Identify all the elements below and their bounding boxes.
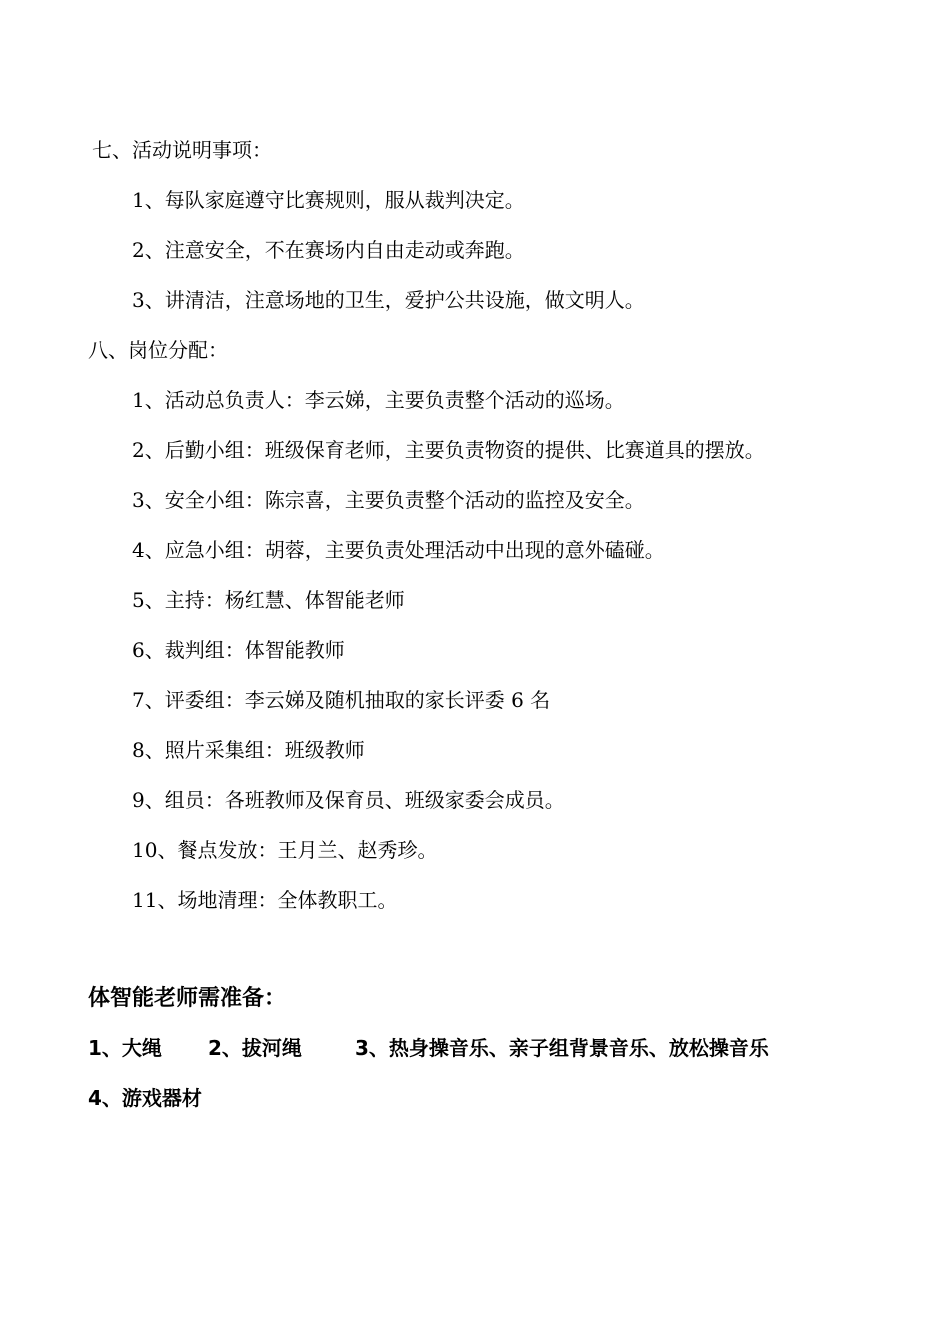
section-8-item-2: 2、后勤小组：班级保育老师，主要负责物资的提供、比赛道具的摆放。 xyxy=(132,438,765,462)
section-7-item-3: 3、讲清洁，注意场地的卫生，爱护公共设施，做文明人。 xyxy=(132,288,645,312)
section-7-title: 七、活动说明事项： xyxy=(92,138,272,162)
section-8-title: 八、岗位分配： xyxy=(88,338,228,362)
section-7-item-2: 2、注意安全，不在赛场内自由走动或奔跑。 xyxy=(132,238,525,262)
section-7-item-1: 1、每队家庭遵守比赛规则，服从裁判决定。 xyxy=(132,188,525,212)
section-8-item-4: 4、应急小组：胡蓉，主要负责处理活动中出现的意外磕碰。 xyxy=(132,538,665,562)
section-8-item-5: 5、主持：杨红慧、体智能老师 xyxy=(132,588,405,612)
prep-item-3: 3、热身操音乐、亲子组背景音乐、放松操音乐 xyxy=(355,1036,769,1060)
section-8-item-6: 6、裁判组：体智能教师 xyxy=(132,638,345,662)
prep-item-4: 4、游戏器材 xyxy=(88,1086,202,1110)
section-8-item-3: 3、安全小组：陈宗喜，主要负责整个活动的监控及安全。 xyxy=(132,488,645,512)
section-8-item-8: 8、照片采集组：班级教师 xyxy=(132,738,365,762)
section-8-item-7: 7、评委组：李云娣及随机抽取的家长评委 6 名 xyxy=(132,688,551,712)
prep-item-1: 1、大绳 xyxy=(88,1036,162,1060)
section-8-item-10: 10、餐点发放：王月兰、赵秀珍。 xyxy=(132,838,438,862)
prep-title: 体智能老师需准备： xyxy=(88,986,287,1011)
prep-item-2: 2、拔河绳 xyxy=(208,1036,302,1060)
section-8-item-1: 1、活动总负责人：李云娣，主要负责整个活动的巡场。 xyxy=(132,388,625,412)
section-8-item-11: 11、场地清理：全体教职工。 xyxy=(132,888,398,912)
section-8-item-9: 9、组员：各班教师及保育员、班级家委会成员。 xyxy=(132,788,565,812)
